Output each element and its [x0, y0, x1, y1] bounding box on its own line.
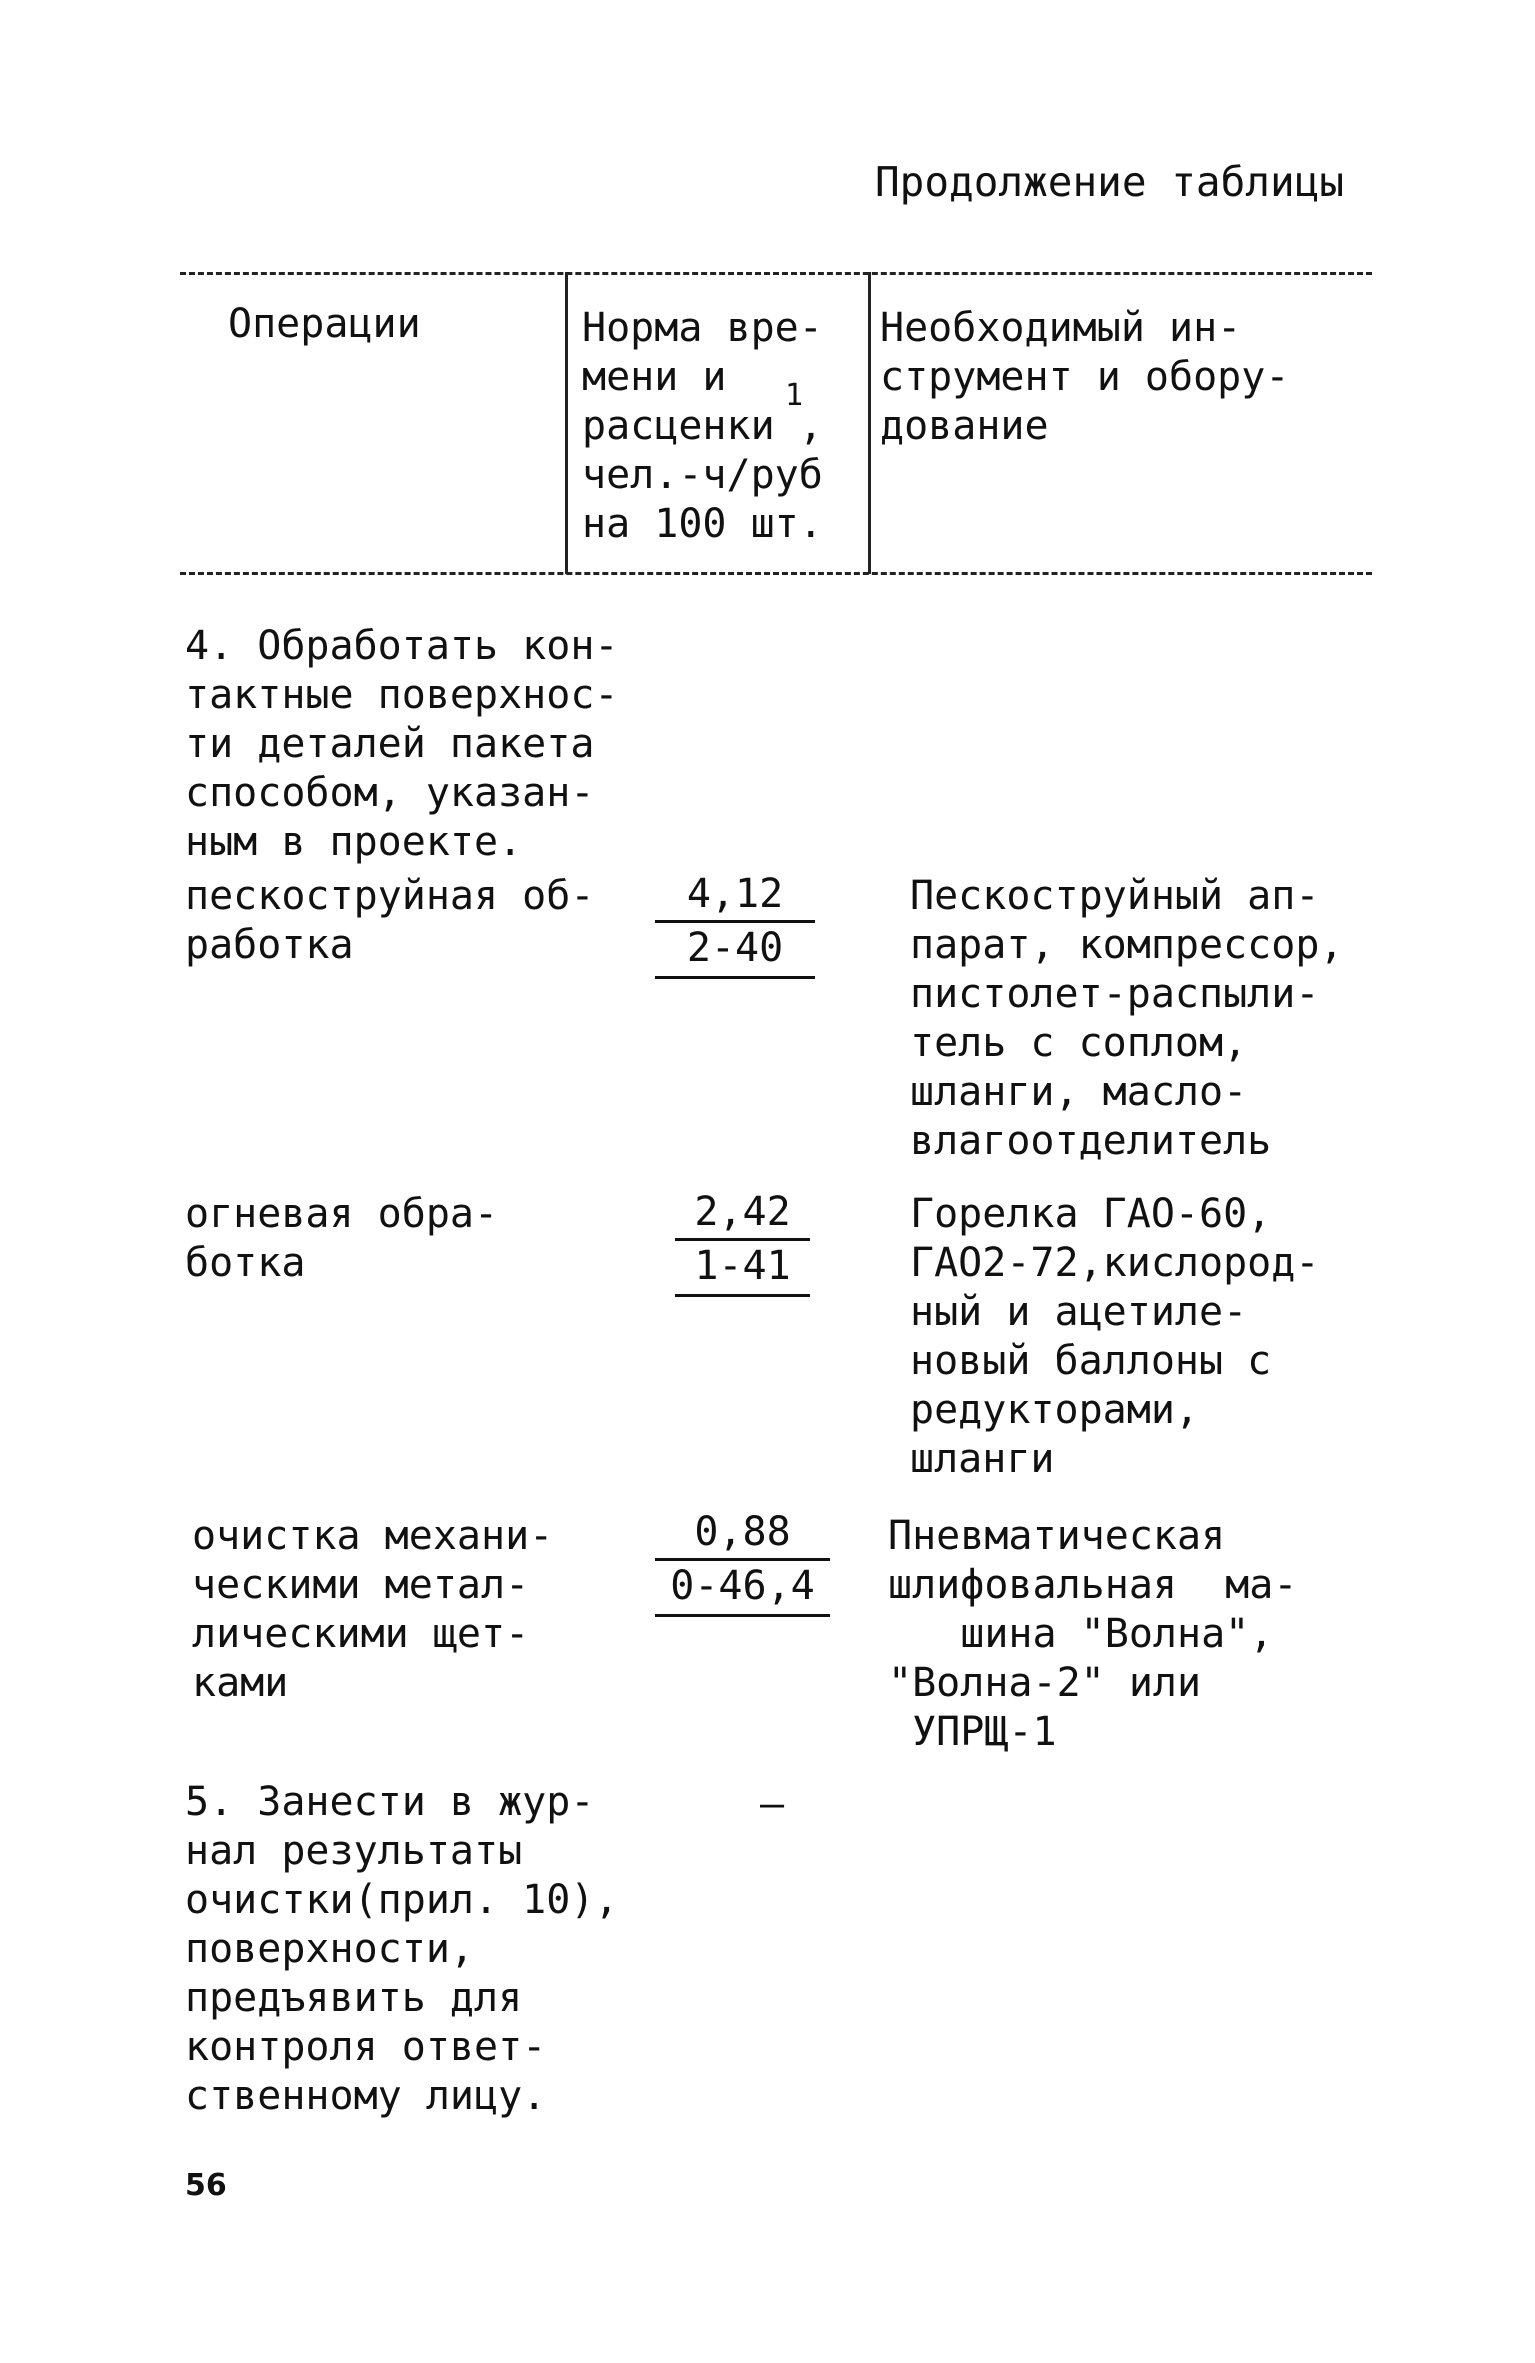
header-bottom-rule [180, 572, 1372, 575]
norm-wire-brush-time: 0,88 [694, 1509, 791, 1555]
fraction-bar [655, 1558, 830, 1561]
table-continuation-caption: Продолжение таблицы [875, 158, 1344, 206]
equipment-flame: Горелка ГАО-60, ГАО2-72,кислород- ный и ацетиле- новый баллоны с редукторами, шланги [910, 1191, 1320, 1482]
norm-wire-brush-rate: 0-46,4 [670, 1563, 815, 1609]
operation-5-text: 5. Занести в жур- нал результаты очистки(прил. 10), поверхности, предъявить для контроля ответ- ственному лицу. [185, 1779, 619, 2119]
norm-sandblast-time: 4,12 [686, 871, 784, 917]
norm-sandblast [655, 870, 815, 979]
norm-flame-time: 2,42 [694, 1189, 791, 1235]
equipment-wire-brush: Пневматическая шлифовальная ма- шина "Волна", "Волна-2" или УПРЩ-1 [888, 1513, 1298, 1755]
fraction-bar [675, 1238, 810, 1241]
operation-4-text: 4. Обработать кон- тактные поверхнос- ти деталей пакета способом, указан- ным в проекте. [185, 623, 619, 865]
fraction-underline [655, 976, 815, 979]
norm-flame-rate: 1-41 [694, 1243, 791, 1289]
page-number: 56 [185, 2168, 227, 2203]
header-norm: Норма вре- мени и расценки , чел.-ч/руб на 100 шт. [582, 305, 823, 547]
header-equipment: Необходимый ин- струмент и обору- дование [880, 305, 1290, 449]
operation-flame: огневая обра- ботка [185, 1191, 499, 1286]
fraction-underline [675, 1294, 810, 1297]
norm-wire-brush [655, 1508, 830, 1617]
header-norm-footnote: 1 [785, 378, 804, 413]
fraction-bar [655, 920, 815, 923]
norm-dash: – [760, 1781, 785, 1827]
norm-sandblast-rate: 2-40 [686, 925, 784, 971]
operation-wire-brush: очистка механи- ческими метал- лическими щет- ками [192, 1513, 554, 1706]
norm-flame [675, 1188, 810, 1297]
equipment-sandblast: Пескоструйный ап- парат, компрессор, пистолет-распыли- тель с соплом, шланги, масло- влагоотделитель [910, 873, 1344, 1164]
fraction-underline [655, 1614, 830, 1617]
header-top-rule [180, 272, 1372, 275]
header-divider-2 [868, 272, 871, 574]
operation-sandblast: пескоструйная об- работка [185, 873, 595, 968]
header-divider-1 [565, 272, 568, 574]
header-operations: Операции [228, 301, 421, 347]
